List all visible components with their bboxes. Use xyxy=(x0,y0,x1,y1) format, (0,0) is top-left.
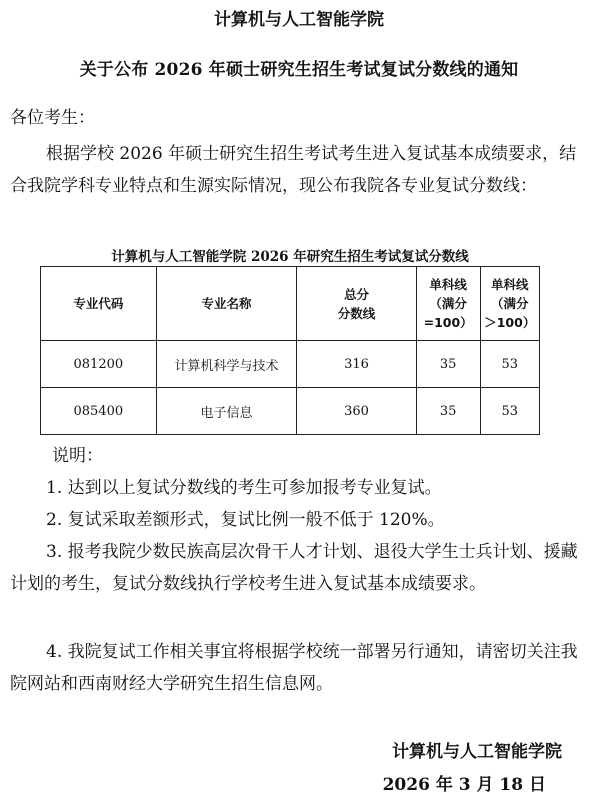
notice-title: 关于公布 2026 年硕士研究生招生考试复试分数线的通知 xyxy=(79,60,519,80)
cell-total: 316 xyxy=(297,341,416,388)
note-text: 1. 达到以上复试分数线的考生可参加报考专业复试。 xyxy=(46,478,442,498)
header-single-100 xyxy=(416,267,480,341)
note-text: 4. 我院复试工作相关事宜将根据学校统一部署另行通知，请密切关注我院网站和西南财经大学研究生招生信息网。 xyxy=(10,642,578,694)
signature: 计算机与人工智能学院 xyxy=(392,742,562,762)
header-name: 专业名称 xyxy=(156,267,297,341)
table-caption: 计算机与人工智能学院 2026 年研究生招生考试复试分数线 xyxy=(111,249,469,265)
header-single-over100-line1: 单科线 xyxy=(491,277,529,292)
cell-single-100: 35 xyxy=(416,388,480,435)
header-total-line2: 分数线 xyxy=(337,305,376,321)
cell-total: 360 xyxy=(297,388,416,435)
header-single-over100 xyxy=(480,267,539,341)
header-single-over100-line2: （满分 xyxy=(491,296,529,311)
header-single-100-line3: =100） xyxy=(423,315,473,330)
header-code: 专业代码 xyxy=(41,267,157,341)
header-total xyxy=(297,267,416,341)
notes-title: 说明： xyxy=(52,446,103,466)
cell-name: 电子信息 xyxy=(156,388,297,435)
header-single-over100-line3: ＞100） xyxy=(484,315,536,330)
cell-name: 计算机科学与技术 xyxy=(156,341,297,388)
note-text: 2. 复试采取差额形式，复试比例一般不低于 120%。 xyxy=(46,510,445,530)
organization-title: 计算机与人工智能学院 xyxy=(214,10,384,30)
cell-single-over100: 53 xyxy=(480,388,539,435)
intro-text: 根据学校 2026 年硕士研究生招生考试考生进入复试基本成绩要求，结合我院学科专业特点和生源实际情况，现公布我院各专业复试分数线： xyxy=(10,144,577,196)
note-item xyxy=(10,504,580,536)
cell-code: 081200 xyxy=(41,341,157,388)
note-item xyxy=(10,472,580,504)
note-item xyxy=(10,536,580,600)
score-table xyxy=(40,266,540,435)
cell-single-100: 35 xyxy=(416,341,480,388)
cell-single-over100: 53 xyxy=(480,341,539,388)
header-total-line1: 总分 xyxy=(344,286,370,302)
salutation: 各位考生： xyxy=(10,108,95,128)
table-row xyxy=(41,341,540,388)
note-item xyxy=(10,636,580,700)
note-text: 3. 报考我院少数民族高层次骨干人才计划、退役大学生士兵计划、援藏计划的考生，复试分数线执行学校考生进入复试基本成绩要求。 xyxy=(10,542,578,594)
intro-paragraph xyxy=(10,138,580,202)
table-row xyxy=(41,388,540,435)
cell-code: 085400 xyxy=(41,388,157,435)
table-header-row xyxy=(41,267,540,341)
header-single-100-line1: 单科线 xyxy=(429,277,467,292)
header-single-100-line2: （满分 xyxy=(429,296,467,311)
date: 2026 年 3 月 18 日 xyxy=(382,775,546,795)
